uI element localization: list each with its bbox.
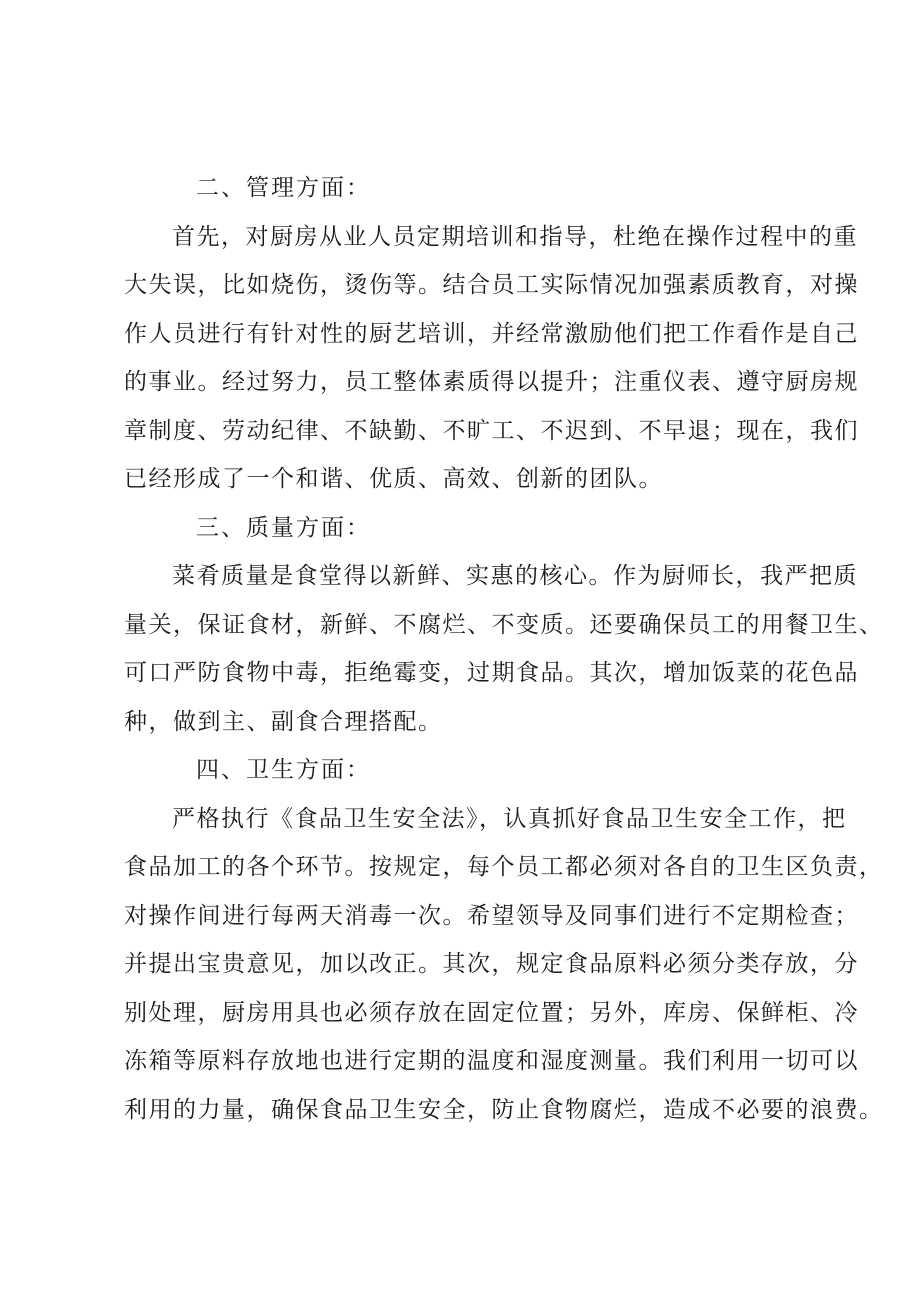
section-heading-hygiene: 四、卫生方面： xyxy=(196,757,371,783)
paragraph-line: 量关，保证食材，新鲜、不腐烂、不变质。还要确保员工的用餐卫生、 xyxy=(124,612,884,638)
paragraph-line: 食品加工的各个环节。按规定，每个员工都必须对各自的卫生区负责， xyxy=(124,854,884,880)
paragraph-line: 已经形成了一个和谐、优质、高效、创新的团队。 xyxy=(124,466,663,492)
section-heading-management: 二、管理方面： xyxy=(196,175,371,201)
paragraph-line: 别处理，厨房用具也必须存放在固定位置；另外，库房、保鲜柜、冷 xyxy=(124,1000,859,1026)
paragraph-line: 首先，对厨房从业人员定期培训和指导，杜绝在操作过程中的重 xyxy=(172,224,858,250)
paragraph-line: 可口严防食物中毒，拒绝霉变，过期食品。其次，增加饭菜的花色品 xyxy=(124,660,859,686)
paragraph-line: 菜肴质量是食堂得以新鲜、实惠的核心。作为厨师长，我严把质 xyxy=(172,563,858,589)
paragraph-line: 大失误，比如烧伤，烫伤等。结合员工实际情况加强素质教育，对操 xyxy=(124,272,859,298)
paragraph-line: 作人员进行有针对性的厨艺培训，并经常激励他们把工作看作是自己 xyxy=(124,321,859,347)
paragraph-line: 对操作间进行每两天消毒一次。希望领导及同事们进行不定期检查； xyxy=(124,903,859,929)
section-heading-quality: 三、质量方面： xyxy=(196,515,371,541)
paragraph-line: 章制度、劳动纪律、不缺勤、不旷工、不迟到、不早退；现在，我们 xyxy=(124,418,859,444)
paragraph-line: 利用的力量，确保食品卫生安全，防止食物腐烂，造成不必要的浪费。 xyxy=(124,1097,884,1123)
paragraph-line: 的事业。经过努力，员工整体素质得以提升；注重仪表、遵守厨房规 xyxy=(124,369,859,395)
paragraph-line: 冻箱等原料存放地也进行定期的温度和湿度测量。我们利用一切可以 xyxy=(124,1048,859,1074)
paragraph-line: 严格执行《食品卫生安全法》，认真抓好食品卫生安全工作，把 xyxy=(172,806,847,832)
paragraph-line: 种，做到主、副食合理搭配。 xyxy=(124,709,443,735)
paragraph-line: 并提出宝贵意见，加以改正。其次，规定食品原料必须分类存放，分 xyxy=(124,951,859,977)
